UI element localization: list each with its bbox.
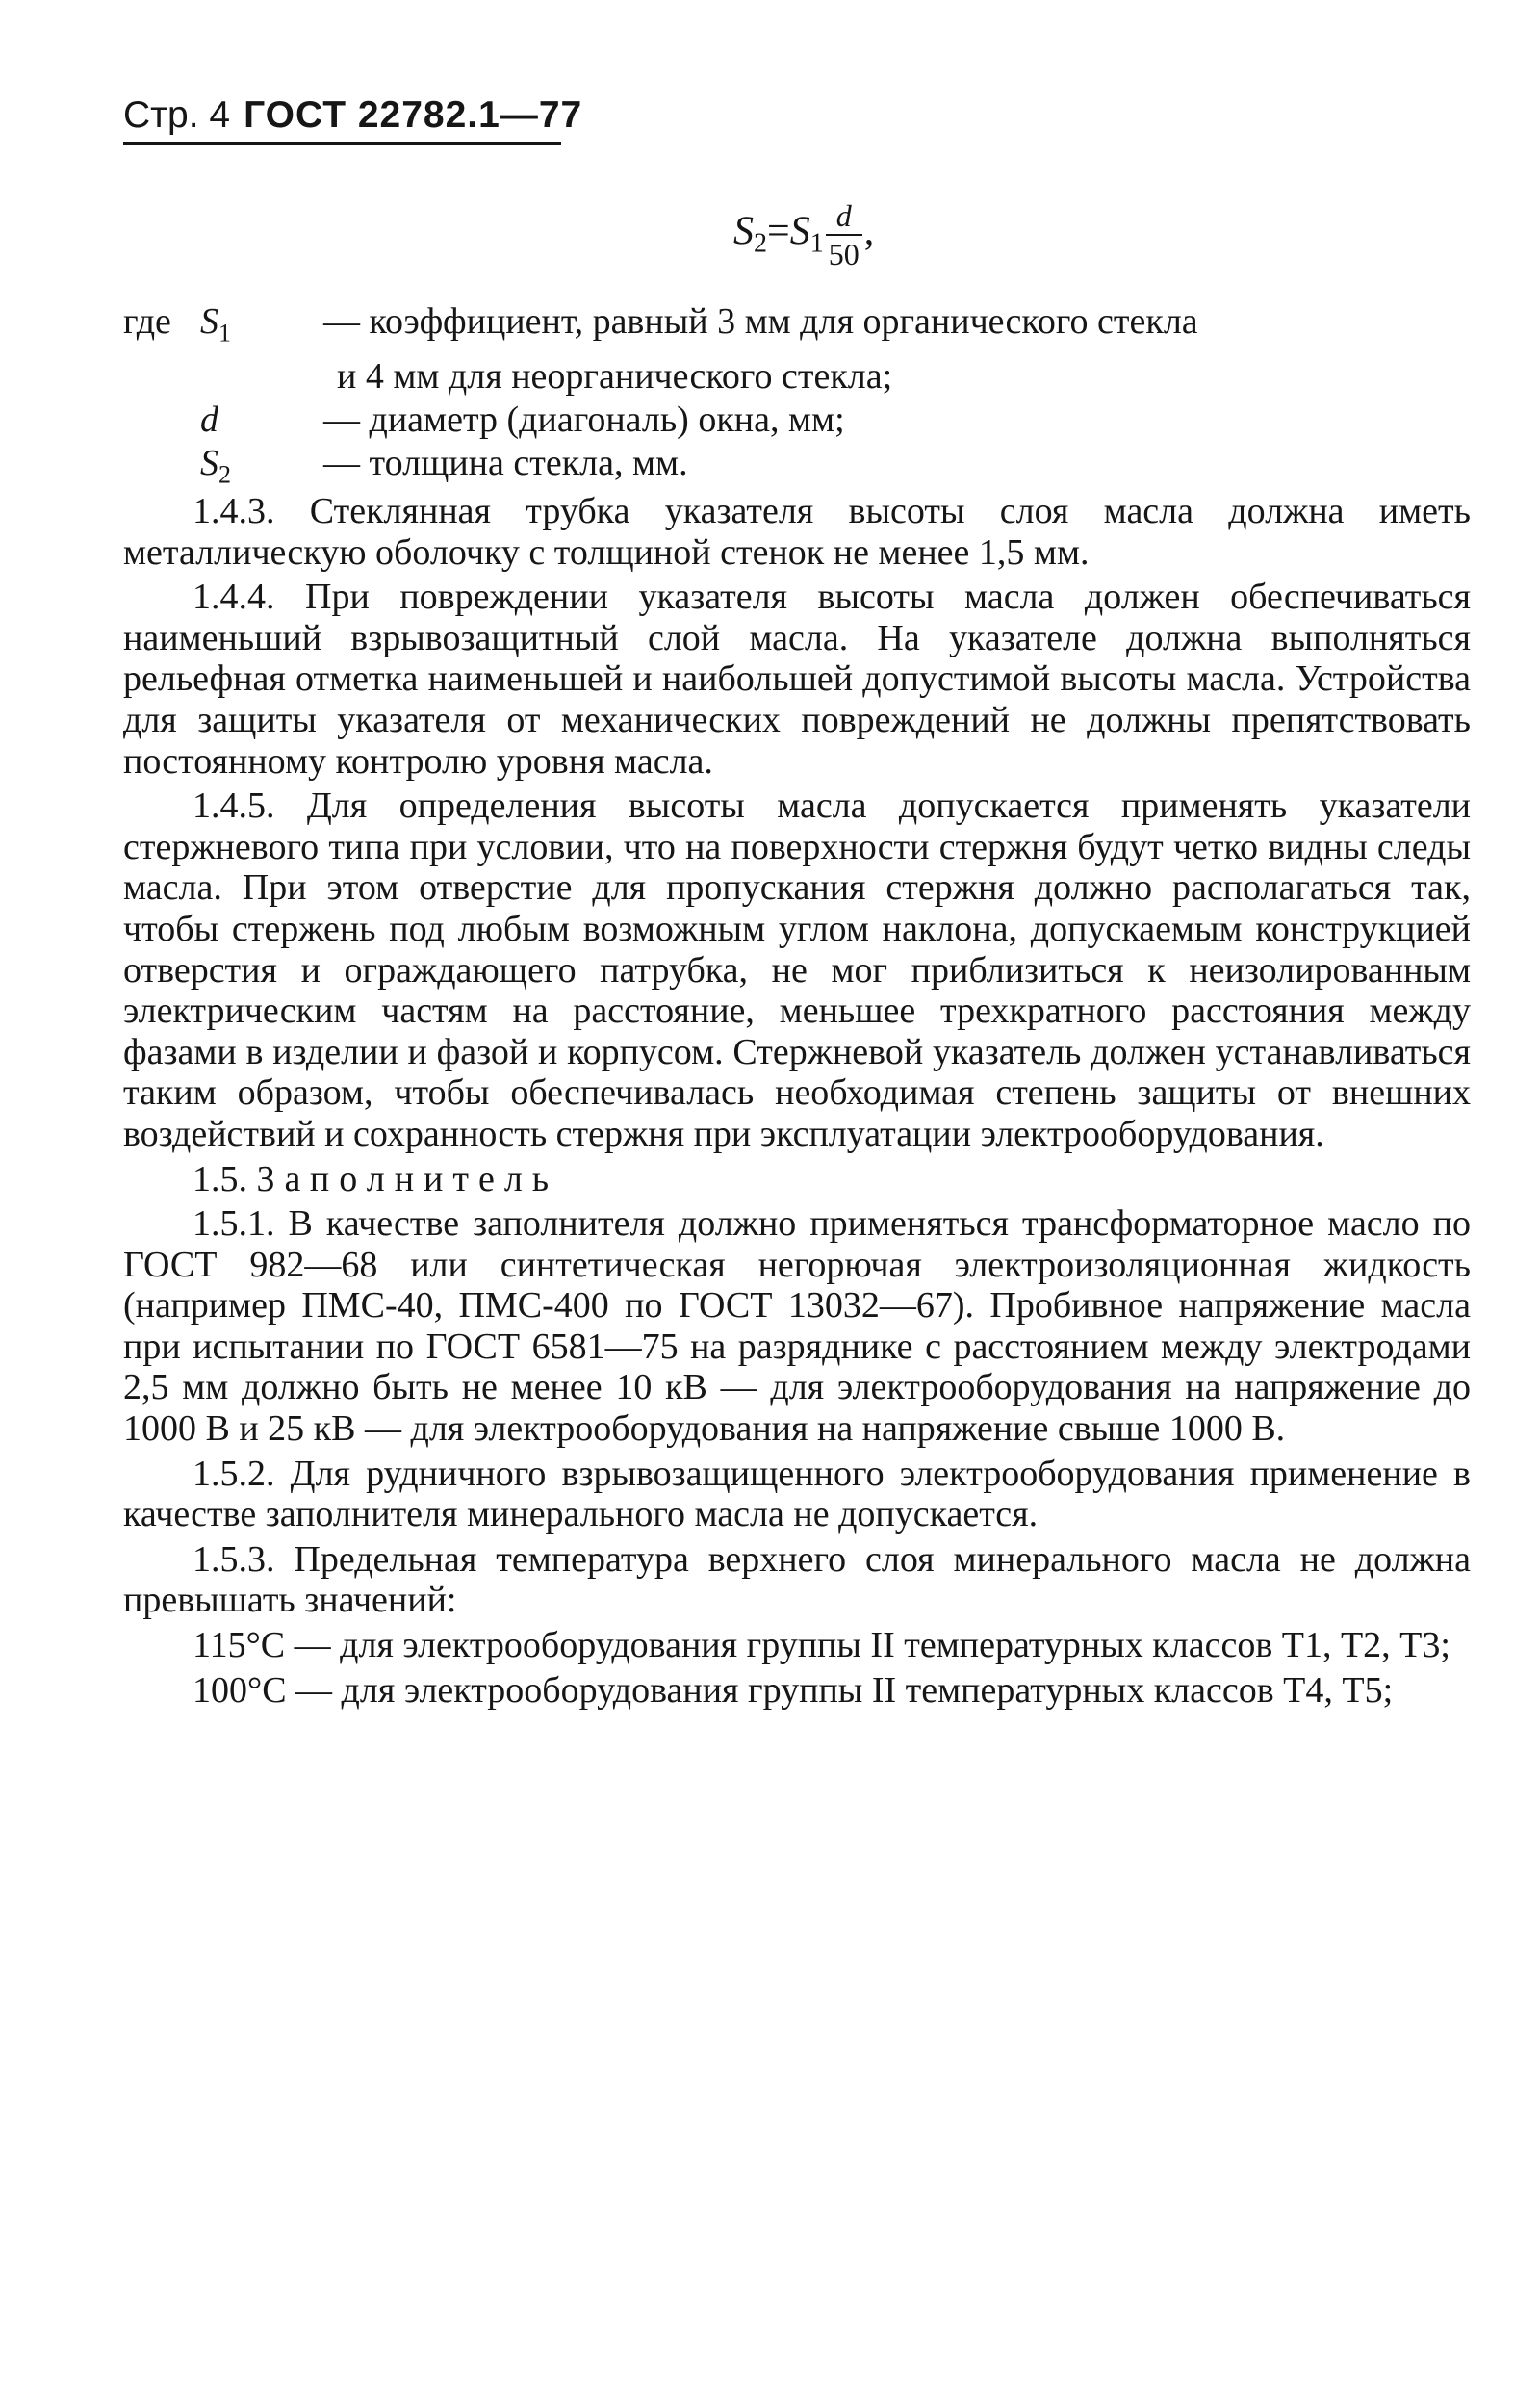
definition-row — [123, 399, 1471, 442]
standard-number: ГОСТ 22782.1—77 — [244, 94, 583, 136]
definition-row — [123, 300, 1471, 355]
formula-lhs: S — [733, 209, 754, 254]
definition-prefix: где — [123, 301, 171, 342]
definition-text: — коэффициент, равный 3 мм для органического стекла — [323, 301, 1198, 342]
symbol-sub: 1 — [218, 319, 231, 348]
symbol-letter: d — [200, 399, 218, 440]
formula-equals: = — [767, 209, 790, 254]
definition-text: и 4 мм для неорганического стекла; — [337, 355, 893, 397]
symbol-letter: S — [200, 301, 218, 342]
paragraph-1-4-3: 1.4.3. Стеклянная трубка указателя высоты слоя масла должна иметь металлическую оболочку с толщиной стенок не менее 1,5 мм. — [123, 491, 1471, 573]
fraction-denominator: 50 — [826, 234, 862, 272]
document-body — [123, 491, 1471, 1714]
section-number: 1.5. — [192, 1158, 247, 1199]
page-number: Стр. 4 — [123, 94, 231, 136]
definition-symbol — [200, 442, 323, 497]
definition-row — [123, 442, 1471, 497]
fraction-numerator: d — [835, 198, 852, 233]
formula-rhs-sub: 1 — [809, 228, 824, 259]
page-header — [123, 94, 583, 145]
paragraph-1-5-3: 1.5.3. Предельная температура верхнего слоя минерального масла не должна превышать значений: — [123, 1538, 1471, 1621]
formula — [733, 197, 874, 272]
formula-lhs-sub: 2 — [754, 228, 767, 259]
paragraph-1-4-4: 1.4.4. При повреждении указателя высоты масла должен обеспечиваться наименьший взрывозащитный слой масла. На указателе должна выполняться рельефная отметка наименьшей и наибольшей допустимой высоты масла. Устройства для защиты указателя от механических повреждений не должны препятствовать постоянному контролю уровня масла. — [123, 577, 1471, 782]
symbol-letter: S — [200, 442, 218, 483]
temperature-item: 100°С — для электрооборудования группы II температурных классов Т4, Т5; — [192, 1669, 1394, 1711]
formula-rhs: S — [789, 209, 810, 254]
section-title: Заполнитель — [256, 1158, 559, 1199]
definition-row — [123, 355, 1471, 399]
definition-text: — диаметр (диагональ) окна, мм; — [323, 399, 845, 440]
symbol-sub: 2 — [218, 460, 231, 489]
definition-symbol — [200, 399, 323, 442]
temperature-item: 115°С — для электрооборудования группы II температурных классов Т1, Т2, Т3; — [192, 1625, 1450, 1666]
definitions — [123, 300, 1471, 496]
formula-fraction — [826, 197, 862, 272]
paragraph-1-5-1: 1.5.1. В качестве заполнителя должно применяться трансформаторное масло по ГОСТ 982—68 или синтетическая негорючая электроизоляционная жидкость (например ПМС-40, ПМС-400 по ГОСТ 13032—67). Пробивное напряжение масла при испытании по ГОСТ 6581—75 на разряднике с расстоянием между электродами 2,5 мм должно быть не менее 10 кВ — для электрооборудования на напряжение до 1000 В и 25 кВ — для электрооборудования на напряжение свыше 1000 В. — [123, 1203, 1471, 1450]
formula-tail: , — [863, 209, 875, 254]
paragraph-1-4-5: 1.4.5. Для определения высоты масла допускается применять указатели стержневого типа при условии, что на поверхности стержня будут четко видны следы масла. При этом отверстие для пропускания стержня должно располагаться так, чтобы стержень под любым возможным углом наклона, допускаемым конструкцией отверстия и ограждающего патрубка, не мог приблизиться к неизолированным электрическим частям на расстояние, меньшее трехкратного расстояния между фазами в изделии и фазой и корпусом. Стержневой указатель должен устанавливаться таким образом, чтобы обеспечивалась необходимая степень защиты от внешних воздействий и сохранность стержня при эксплуатации электрооборудования. — [123, 786, 1471, 1154]
paragraph-1-5-2: 1.5.2. Для рудничного взрывозащищенного электрооборудования применение в качестве заполнителя минерального масла не допускается. — [123, 1453, 1471, 1535]
section-heading — [123, 1159, 1471, 1200]
definition-text: — толщина стекла, мм. — [323, 442, 688, 483]
definition-symbol — [200, 300, 323, 355]
